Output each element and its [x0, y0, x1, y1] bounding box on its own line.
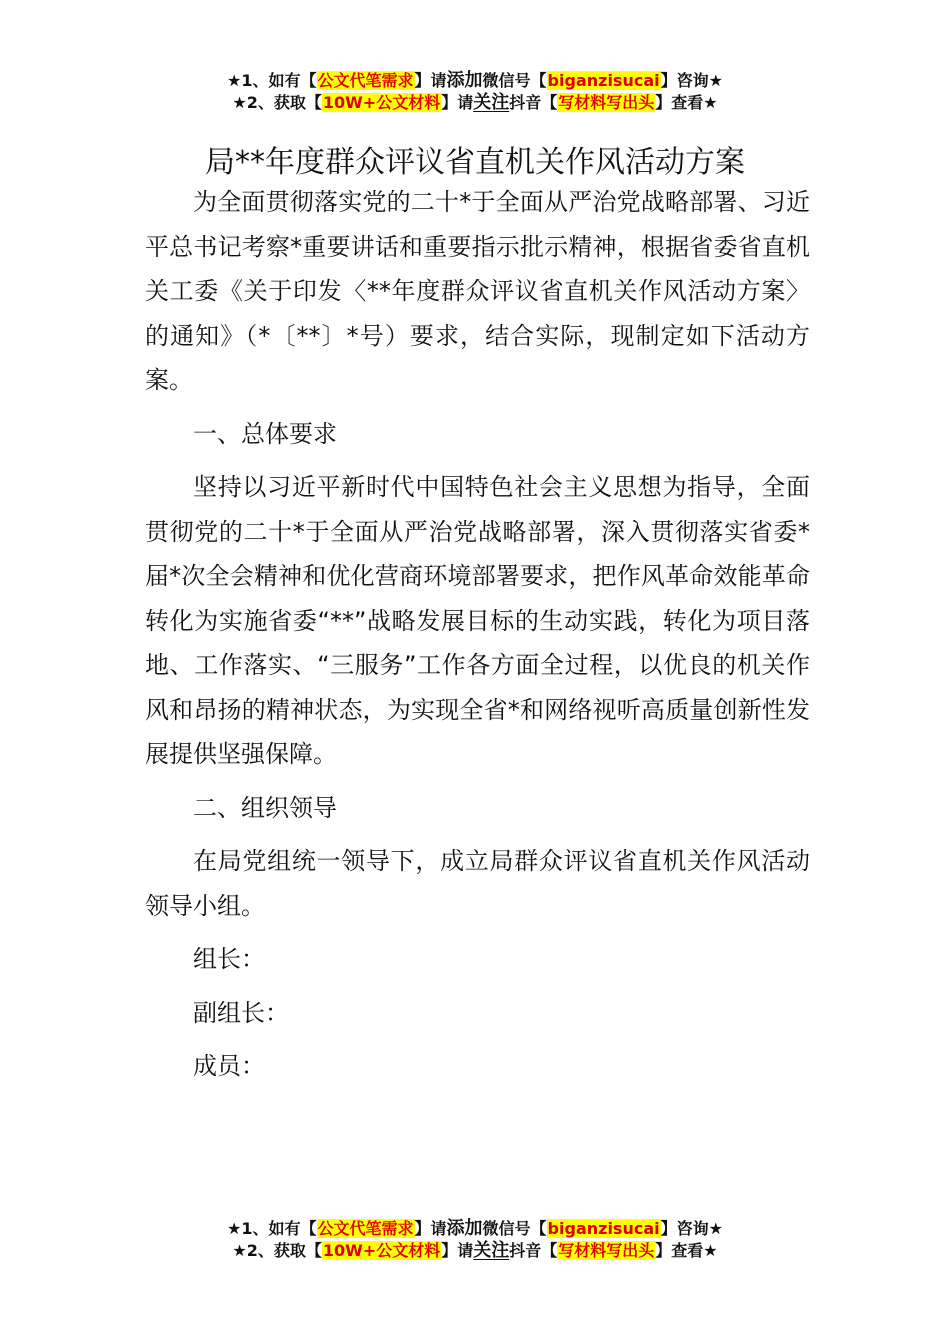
banner-line-1: ★1、如有【公文代笔需求】请添加微信号【biganzisucai】咨询★ [227, 70, 723, 91]
banner-highlight: 公文代笔需求 [317, 1219, 414, 1238]
section-heading-general-requirements: 一、总体要求 [193, 419, 337, 448]
banner-douyin-id: 写材料写出头 [558, 1241, 655, 1260]
banner-wechat-id: biganzisucai [547, 71, 660, 90]
organization-paragraph: 在局党组统一领导下，成立局群众评议省直机关作风活动领导小组。 [145, 847, 810, 920]
banner-wechat-id: biganzisucai [547, 1219, 660, 1238]
document-body [145, 180, 810, 1098]
banner-line-2: ★2、获取【10W+公文材料】请关注抖音【写材料写出头】查看★ [232, 92, 718, 113]
footer-banner [0, 1218, 950, 1262]
banner-line-2: ★2、获取【10W+公文材料】请关注抖音【写材料写出头】查看★ [232, 1240, 718, 1261]
document-title: 局**年度群众评议省直机关作风活动方案 [205, 145, 745, 181]
header-banner [0, 70, 950, 114]
banner-highlight: 公文代笔需求 [317, 71, 414, 90]
role-members: 成员： [193, 1052, 265, 1080]
banner-line-1: ★1、如有【公文代笔需求】请添加微信号【biganzisucai】咨询★ [227, 1218, 723, 1239]
banner-highlight: 10W+公文材料 [322, 1241, 441, 1260]
section-heading-organization: 二、组织领导 [193, 793, 337, 822]
banner-highlight: 10W+公文材料 [322, 93, 441, 112]
general-requirements-paragraph: 坚持以习近平新时代中国特色社会主义思想为指导，全面贯彻党的二十*于全面从严治党战略部署，深入贯彻落实省委*届*次全会精神和优化营商环境部署要求，把作风革命效能革命转化为实施省委“**”战略发展目标的生动实践，转化为项目落地、工作落实、“三服务”工作各方面全过程，以优良的机关作风和昂扬的精神状态，为实现全省*和网络视听高质量创新性发展提供坚强保障。 [145, 473, 810, 768]
banner-douyin-id: 写材料写出头 [558, 93, 655, 112]
intro-paragraph: 为全面贯彻落实党的二十*于全面从严治党战略部署、习近平总书记考察*重要讲话和重要指示批示精神，根据省委省直机关工委《关于印发〈**年度群众评议省直机关作风活动方案〉的通知》（*〔**〕*号）要求，结合实际，现制定如下活动方案。 [145, 188, 810, 394]
role-deputy-leader: 副组长： [193, 998, 289, 1027]
role-leader: 组长： [193, 945, 265, 973]
